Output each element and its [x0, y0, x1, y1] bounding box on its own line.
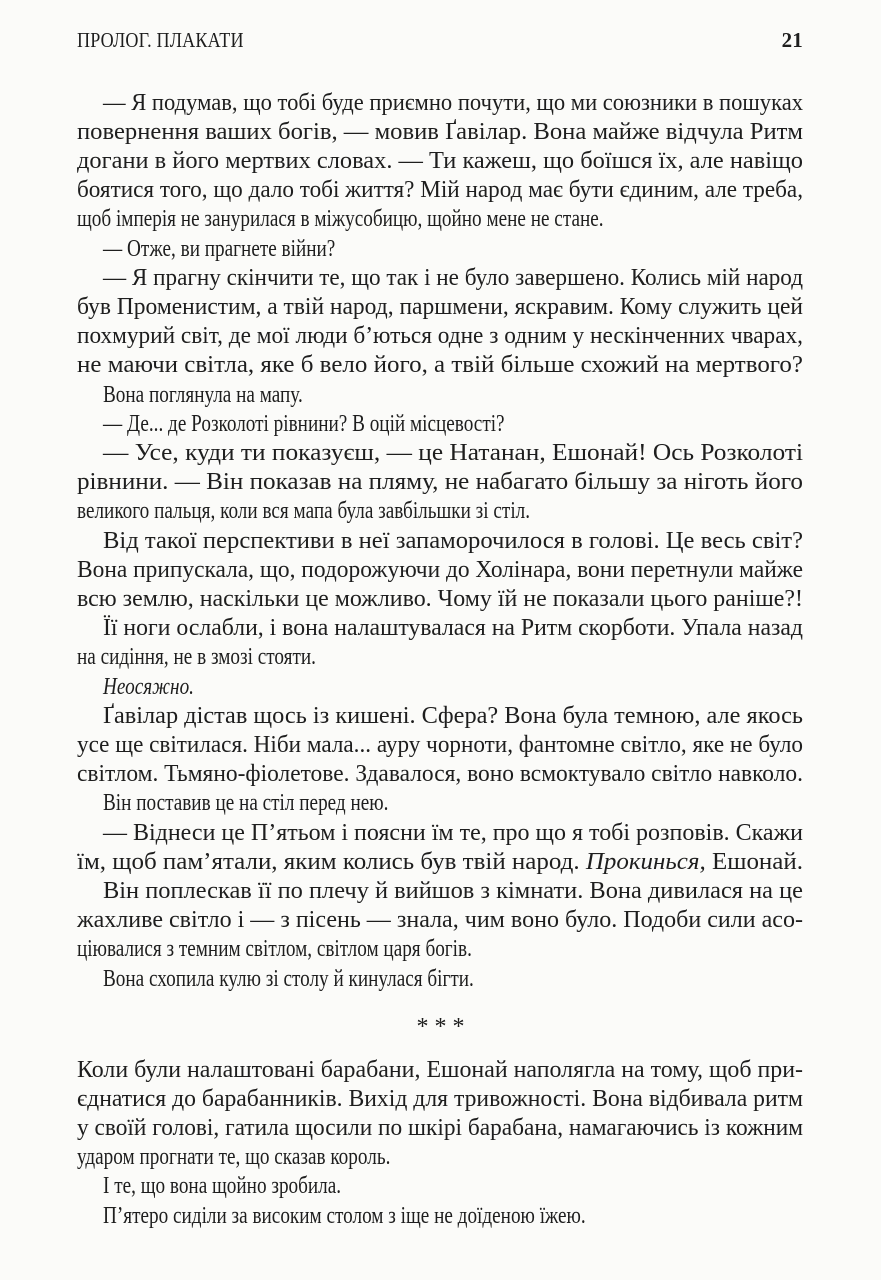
text-line [77, 935, 472, 964]
text-segment: їм, щоб пам’ятали, яким колись був твій народ. [77, 848, 586, 875]
text-segment: — Де... де Розколоті рівнини? В оцій місцевості? [103, 410, 505, 437]
text-line [77, 760, 803, 789]
italic-text: Неосяжно. [103, 673, 194, 700]
text-segment: всю землю, наскільки це можливо. Чому їй не показали цього раніше?! [77, 585, 803, 612]
text-segment: Коли були налаштовані барабани, Ешонай наполягла на тому, щоб при- [77, 1056, 803, 1083]
text-segment: був Променистим, а твій народ, паршмени, яскравим. Кому служить цей [77, 293, 803, 320]
text-line [77, 497, 530, 526]
text-line [103, 89, 803, 118]
text-line [77, 1114, 803, 1143]
text-line [77, 556, 803, 585]
page-number: 21 [781, 28, 803, 52]
text-segment: Вона припускала, що, подорожуючи до Холінара, вони перетнули майже [77, 556, 803, 583]
text-line [103, 527, 803, 556]
text-segment: єднатися до барабанників. Вихід для тривожності. Вона відбивала ритм [77, 1085, 803, 1112]
text-line [103, 1202, 586, 1231]
text-segment: — Усе, куди ти показуєш, — це Натанан, Ешонай! Ось Розколоті [103, 439, 803, 466]
text-line [77, 1056, 803, 1085]
text-line [77, 147, 803, 176]
text-segment: рівнини. — Він показав на пляму, не набагато більшу за ніготь його [77, 469, 803, 496]
text-line [77, 585, 803, 614]
text-line [77, 731, 803, 760]
text-line [103, 702, 803, 731]
text-line [103, 235, 335, 264]
text-line [77, 468, 803, 497]
text-segment: великого пальця, коли вся мапа була завбільшки зі стіл. [77, 498, 531, 525]
text-line [77, 293, 803, 322]
text-line [103, 965, 474, 994]
text-segment: похмурий світ, де мої люди б’ються одне з одним у нескінченних чварах, [77, 323, 803, 350]
section-separator: * * * [416, 1013, 465, 1040]
text-segment: Від такої перспективи в неї запаморочилося в голові. Це весь світ? [103, 527, 803, 554]
text-line [77, 848, 803, 877]
italic-text: Прокинься, [585, 848, 706, 875]
text-segment: — Я прагну скінчити те, що так і не було завершено. Колись мій народ [103, 264, 803, 291]
text-segment: — Віднеси це П’ятьом і поясни їм те, про що я тобі розповів. Скажи [103, 819, 803, 846]
text-line [77, 205, 604, 234]
text-line [77, 1143, 390, 1172]
text-segment: догани в його мертвих словах. — Ти кажеш, що боїшся їх, але навіщо [77, 147, 803, 174]
text-line [103, 1172, 341, 1201]
text-segment: Її ноги ослабли, і вона налаштувалася на Ритм скорботи. Упала назад [103, 615, 803, 642]
text-segment: у своїй голові, гатила щосили по шкірі барабана, намагаючись із кожним [77, 1114, 803, 1141]
text-segment: боятися того, що дало тобі життя? Мій народ має бути єдиним, але треба, [77, 177, 803, 204]
text-segment: жахливе світло і — з пісень — знала, чим воно було. Подоби сили асо- [77, 907, 803, 934]
text-segment: Він поставив це на стіл перед нею. [103, 790, 389, 817]
text-segment: П’ятеро сиділи за високим столом з іще не доїденою їжею. [103, 1202, 586, 1229]
text-line [103, 877, 803, 906]
text-line [77, 322, 803, 351]
text-line [103, 381, 303, 410]
text-line [77, 643, 316, 672]
text-line [77, 176, 803, 205]
text-segment: Ґавілар дістав щось із кишені. Сфера? Вона була темною, але якось [103, 702, 803, 729]
text-line [103, 439, 803, 468]
text-segment: не маючи світла, яке б вело його, а твій більше схожий на мертвого? [77, 352, 803, 379]
text-line [103, 614, 803, 643]
text-segment: щоб імперія не занурилася в міжусобицю, щойно мене не стане. [77, 206, 604, 233]
text-segment: повернення ваших богів, — мовив Ґавілар. Вона майже відчула Ритм [77, 118, 804, 145]
text-segment: І те, що вона щойно зробила. [103, 1173, 342, 1200]
text-segment: світлом. Тьмяно-фіолетове. Здавалося, воно всмоктувало світло навколо. [77, 761, 803, 788]
text-segment: — Отже, ви прагнете війни? [103, 235, 336, 262]
text-segment: Вона поглянула на мапу. [103, 381, 303, 408]
text-line [77, 351, 803, 380]
text-segment: Вона схопила кулю зі столу й кинулася бігти. [103, 965, 474, 992]
text-segment: — Я подумав, що тобі буде приємно почути, що ми союзники в пошуках [103, 89, 803, 116]
text-line [103, 819, 803, 848]
text-segment: Ешонай. [705, 848, 803, 875]
text-segment: усе ще світилася. Ніби мала... ауру чорноти, фантомне світло, яке не було [77, 731, 803, 758]
running-head: ПРОЛОГ. ПЛАКАТИ [77, 28, 244, 52]
text-line [103, 673, 194, 702]
text-line [77, 906, 803, 935]
text-line [103, 410, 505, 439]
text-segment: ударом прогнати те, що сказав король. [77, 1144, 391, 1171]
text-line [103, 264, 803, 293]
text-segment: ціювалися з темним світлом, світлом царя богів. [77, 936, 472, 963]
text-line [77, 118, 803, 147]
text-line [103, 789, 388, 818]
text-segment: Він поплескав її по плечу й вийшов з кімнати. Вона дивилася на це [103, 877, 804, 904]
text-line [77, 1085, 803, 1114]
text-segment: на сидіння, не в змозі стояти. [77, 644, 316, 671]
